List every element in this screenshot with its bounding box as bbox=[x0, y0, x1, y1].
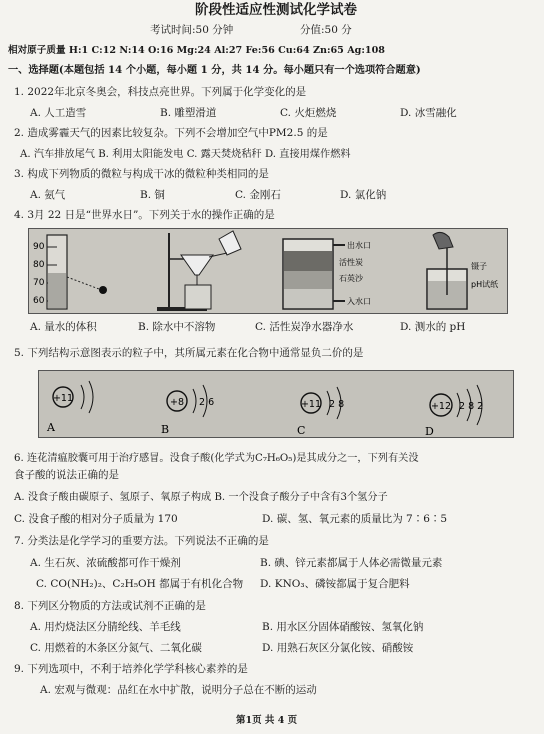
exam-time: 考试时间:50 分钟 bbox=[150, 24, 234, 36]
q8-option-c: C. 用燃着的木条区分氮气、二氧化碳 bbox=[30, 642, 202, 654]
q8-option-b: B. 用水区分固体硝酸铵、氢氧化钠 bbox=[262, 621, 424, 633]
svg-text:石英沙: 石英沙 bbox=[339, 274, 363, 283]
water-operations-drawing bbox=[29, 229, 507, 313]
atom-c-diagram bbox=[297, 387, 344, 437]
q6-option-d: D. 碳、氢、氧元素的质量比为 7∶6∶5 bbox=[262, 513, 448, 525]
water-operations-figure bbox=[28, 228, 508, 314]
q8-option-a: A. 用灼烧法区分腈纶线、羊毛线 bbox=[30, 621, 181, 633]
q6-option-ab: A. 没食子酸由碳原子、氢原子、氧原子构成 B. 一个没食子酸分子中含有3个氢分子 bbox=[14, 492, 388, 503]
q7-option-b: B. 碘、锌元素都属于人体必需微量元素 bbox=[260, 557, 443, 569]
svg-text:pH试纸: pH试纸 bbox=[471, 280, 499, 289]
q1-stem: 1. 2022年北京冬奥会，科技点亮世界。下列属于化学变化的是 bbox=[14, 86, 307, 98]
filtration-apparatus-icon bbox=[157, 231, 241, 311]
q3-option-d: D. 氯化钠 bbox=[340, 189, 387, 201]
svg-text:D: D bbox=[425, 425, 434, 437]
q4-option-a: A. 量水的体积 bbox=[30, 321, 97, 333]
q6-stem-continued: 食子酸的说法正确的是 bbox=[14, 469, 119, 481]
q7-stem: 7. 分类法是化学学习的重要方法。下列说法不正确的是 bbox=[14, 535, 269, 547]
q4-option-b: B. 除水中不溶物 bbox=[138, 321, 216, 333]
svg-text:80: 80 bbox=[33, 260, 45, 270]
q2-stem: 2. 造成雾霾天气的因素比较复杂。下列不会增加空气中PM2.5 的是 bbox=[14, 127, 328, 139]
q5-stem: 5. 下列结构示意图表示的粒子中，其所属元素在化合物中通常显负二价的是 bbox=[14, 347, 364, 359]
q8-stem: 8. 下列区分物质的方法或试剂不正确的是 bbox=[14, 600, 206, 612]
atom-structure-drawing bbox=[39, 371, 513, 437]
q3-option-b: B. 铜 bbox=[140, 189, 165, 201]
atom-a-diagram bbox=[46, 381, 93, 434]
q6-stem: 6. 连花清瘟胶囊可用于治疗感冒。没食子酸(化学式为C₇H₆O₅)是其成分之一，下列有关没 bbox=[14, 453, 419, 464]
ph-test-beaker-icon bbox=[427, 232, 467, 309]
q4-option-d: D. 测水的 pH bbox=[400, 321, 466, 333]
svg-text:镊子: 镊子 bbox=[471, 262, 487, 271]
page-footer: 第1页 共 4 页 bbox=[236, 715, 298, 726]
q4-stem: 4. 3月 22 日是“世界水日”。下列关于水的操作正确的是 bbox=[14, 209, 275, 221]
exam-score: 分值:50 分 bbox=[300, 24, 352, 36]
q1-option-b: B. 雕塑滑道 bbox=[160, 107, 217, 119]
q3-option-c: C. 金刚石 bbox=[235, 189, 281, 201]
q3-stem: 3. 构成下列物质的微粒与构成干冰的微粒种类相同的是 bbox=[14, 168, 269, 180]
svg-text:60: 60 bbox=[33, 296, 45, 306]
svg-text:出水口: 出水口 bbox=[347, 241, 371, 250]
svg-text:+11: +11 bbox=[300, 399, 322, 410]
svg-text:A: A bbox=[47, 421, 55, 434]
q1-option-a: A. 人工造雪 bbox=[30, 107, 87, 119]
q8-option-d: D. 用熟石灰区分氯化铵、硝酸铵 bbox=[262, 642, 414, 654]
q9-stem: 9. 下列选项中，不利于培养化学学科核心素养的是 bbox=[14, 663, 248, 675]
q1-option-c: C. 火炬燃烧 bbox=[280, 107, 337, 119]
svg-text:C: C bbox=[297, 424, 306, 437]
q3-option-a: A. 氨气 bbox=[30, 189, 66, 201]
svg-text:+12: +12 bbox=[430, 401, 452, 412]
atom-d-diagram bbox=[425, 385, 483, 437]
q4-option-c: C. 活性炭净水器净水 bbox=[255, 321, 354, 333]
carbon-water-purifier-icon bbox=[283, 239, 345, 309]
svg-text:入水口: 入水口 bbox=[347, 297, 371, 306]
page-title: 阶段性适应性测试化学试卷 bbox=[195, 2, 357, 18]
svg-text:B: B bbox=[161, 423, 170, 436]
svg-text:90: 90 bbox=[33, 242, 45, 252]
svg-text:活性炭: 活性炭 bbox=[339, 258, 363, 267]
atom-b-diagram bbox=[161, 385, 214, 436]
graduated-cylinder-icon bbox=[47, 235, 107, 309]
q7-option-a: A. 生石灰、浓硫酸都可作干燥剂 bbox=[30, 557, 181, 569]
svg-text:2 6: 2 6 bbox=[199, 397, 215, 408]
svg-text:2 8 2: 2 8 2 bbox=[459, 401, 484, 412]
svg-text:70: 70 bbox=[33, 278, 45, 288]
q6-option-c: C. 没食子酸的相对分子质量为 170 bbox=[14, 513, 178, 525]
atom-structure-figure bbox=[38, 370, 514, 438]
q1-option-d: D. 冰雪融化 bbox=[400, 107, 457, 119]
svg-text:+11: +11 bbox=[52, 393, 74, 404]
q9-option-a: A. 宏观与微观：品红在水中扩散，说明分子总在不断的运动 bbox=[40, 684, 317, 696]
section-heading: 一、选择题(本题包括 14 个小题，每小题 1 分，共 14 分。每小题只有一个选项符合题意) bbox=[8, 64, 421, 76]
atomic-masses: 相对原子质量 H:1 C:12 N:14 O:16 Mg:24 Al:27 Fe:56 Cu:64 Zn:65 Ag:108 bbox=[8, 45, 385, 56]
svg-text:+8: +8 bbox=[169, 397, 185, 408]
svg-text:2 8: 2 8 bbox=[329, 399, 345, 410]
q2-options: A. 汽车排放尾气 B. 利用太阳能发电 C. 露天焚烧秸秆 D. 直接用煤作燃料 bbox=[20, 149, 351, 160]
q7-option-c: C. CO(NH₂)₂、C₂H₅OH 都属于有机化合物 bbox=[36, 578, 244, 590]
q7-option-d: D. KNO₃、磷铵都属于复合肥料 bbox=[260, 578, 410, 590]
